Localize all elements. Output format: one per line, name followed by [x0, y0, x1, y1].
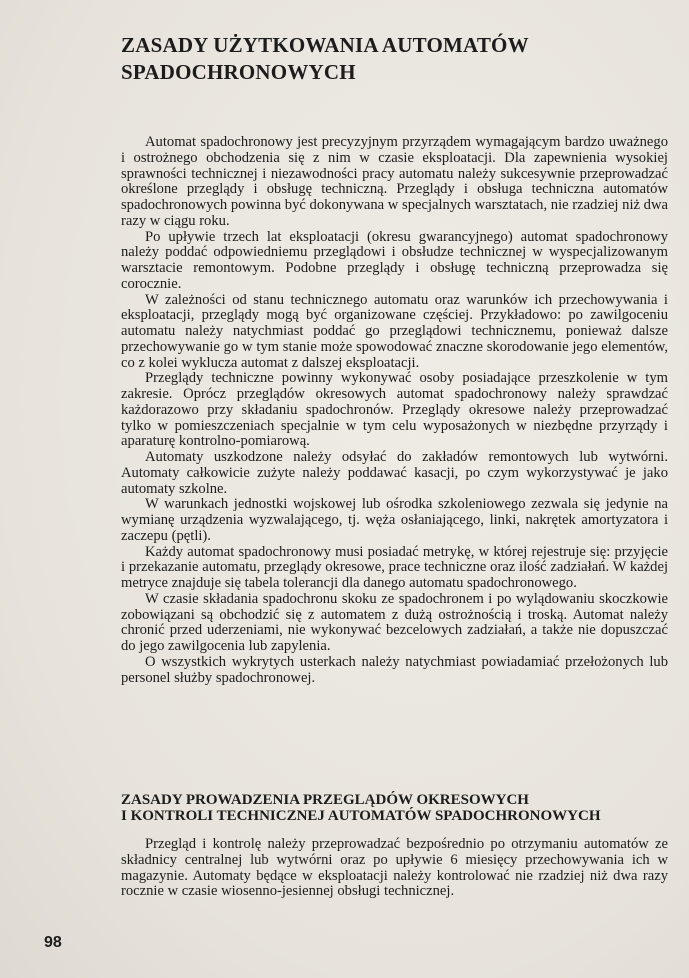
section-heading-line-2: I KONTROLI TECHNICZNEJ AUTOMATÓW SPADOCHRONOWYCH: [121, 807, 601, 824]
title-line-1: ZASADY UŻYTKOWANIA AUTOMATÓW: [121, 33, 529, 57]
paragraph: O wszystkich wykrytych usterkach należy natychmiast powiadamiać przełożonych lub personel służby spadochronowej.: [121, 653, 668, 686]
paragraph: W czasie składania spadochronu skoku ze spadochronem i po wylądowaniu skoczkowie zobowiązani są obchodzić się z automatem z dużą ostrożnością i troską. Automat należy chronić przed uderzeniami, nie wykonywać bezcelowych zadziałań, a także nie dopuszczać do jego zawilgocenia lub zapylenia.: [121, 590, 668, 654]
paragraph: Przegląd i kontrolę należy przeprowadzać bezpośrednio po otrzymaniu automatów ze składnicy centralnej lub wytwórni oraz po upływie 6 miesięcy przechowywania ich w magazynie. Automaty będące w eksploatacji należy kontrolować nie rzadziej niż dwa razy rocznie w czasie wiosenno-jesiennej obsługi technicznej.: [121, 836, 668, 900]
paragraph: W zależności od stanu technicznego automatu oraz warunków ich przechowywania i eksploatacji, przeglądy mogą być organizowane częściej. Przykładowo: po zawilgoceniu automatu należy natychmiast poddać go przeglądowi technicznemu, ponieważ dalsze przechowywanie go w tym stanie może spowodować znaczne skorodowanie jego elementów, co z kolei wyklucza automat z dalszej eksploatacji.: [121, 291, 668, 371]
paragraph: Po upływie trzech lat eksploatacji (okresu gwarancyjnego) automat spadochronowy należy poddać odpowiedniemu przeglądowi i obsłudze technicznej w wyspecjalizowanym warsztacie remontowym. Podobne przeglądy i obsługę techniczną przeprowadza się corocznie.: [121, 228, 668, 292]
section-heading: [121, 793, 668, 824]
paragraph: Automat spadochronowy jest precyzyjnym przyrządem wymagającym bardzo uważnego i ostrożnego obchodzenia się z nim w czasie eksploatacji. Dla zapewnienia wysokiej sprawności technicznej i niezawodności pracy automatu należy sukcesywnie przeprowadzać określone przeglądy i obsługę techniczną. Przeglądy i obsługa techniczna automatów spadochronowych powinna być dokonywana w specjalnych warsztatach, nie rzadziej niż dwa razy w ciągu roku.: [121, 134, 668, 229]
paragraph: Automaty uszkodzone należy odsyłać do zakładów remontowych lub wytwórni. Automaty całkowicie zużyte należy poddawać kasacji, po czym wykorzystywać je jako automaty szkolne.: [121, 449, 668, 497]
paragraph: Każdy automat spadochronowy musi posiadać metrykę, w której rejestruje się: przyjęcie i przekazanie automatu, przeglądy okresowe, prace techniczne oraz ilość zadziałań. W każdej metryce znajduje się tabela tolerancji dla danego automatu spadochronowego.: [121, 543, 668, 591]
section-text: [121, 837, 668, 900]
page-title: [121, 32, 621, 86]
main-text: [121, 135, 668, 686]
page-number: 98: [44, 934, 62, 951]
section-heading-line-1: ZASADY PROWADZENIA PRZEGLĄDÓW OKRESOWYCH: [121, 792, 529, 808]
paragraph: W warunkach jednostki wojskowej lub ośrodka szkoleniowego zezwala się jedynie na wymianę urządzenia wyzwalającego, tj. węża osłaniającego, linki, nakrętek amortyzatora i zaczepu (pętli).: [121, 496, 668, 544]
paragraph: Przeglądy techniczne powinny wykonywać osoby posiadające przeszkolenie w tym zakresie. Oprócz przeglądów okresowych automat spadochronowy należy sprawdzać każdorazowo przy składaniu spadochronów. Przeglądy okresowe należy przeprowadzać tylko w pomieszczeniach specjalnie w tym celu wyposażonych w niezbędne przyrządy i aparaturę kontrolno-pomiarową.: [121, 370, 668, 450]
title-line-2: SPADOCHRONOWYCH: [121, 60, 356, 84]
